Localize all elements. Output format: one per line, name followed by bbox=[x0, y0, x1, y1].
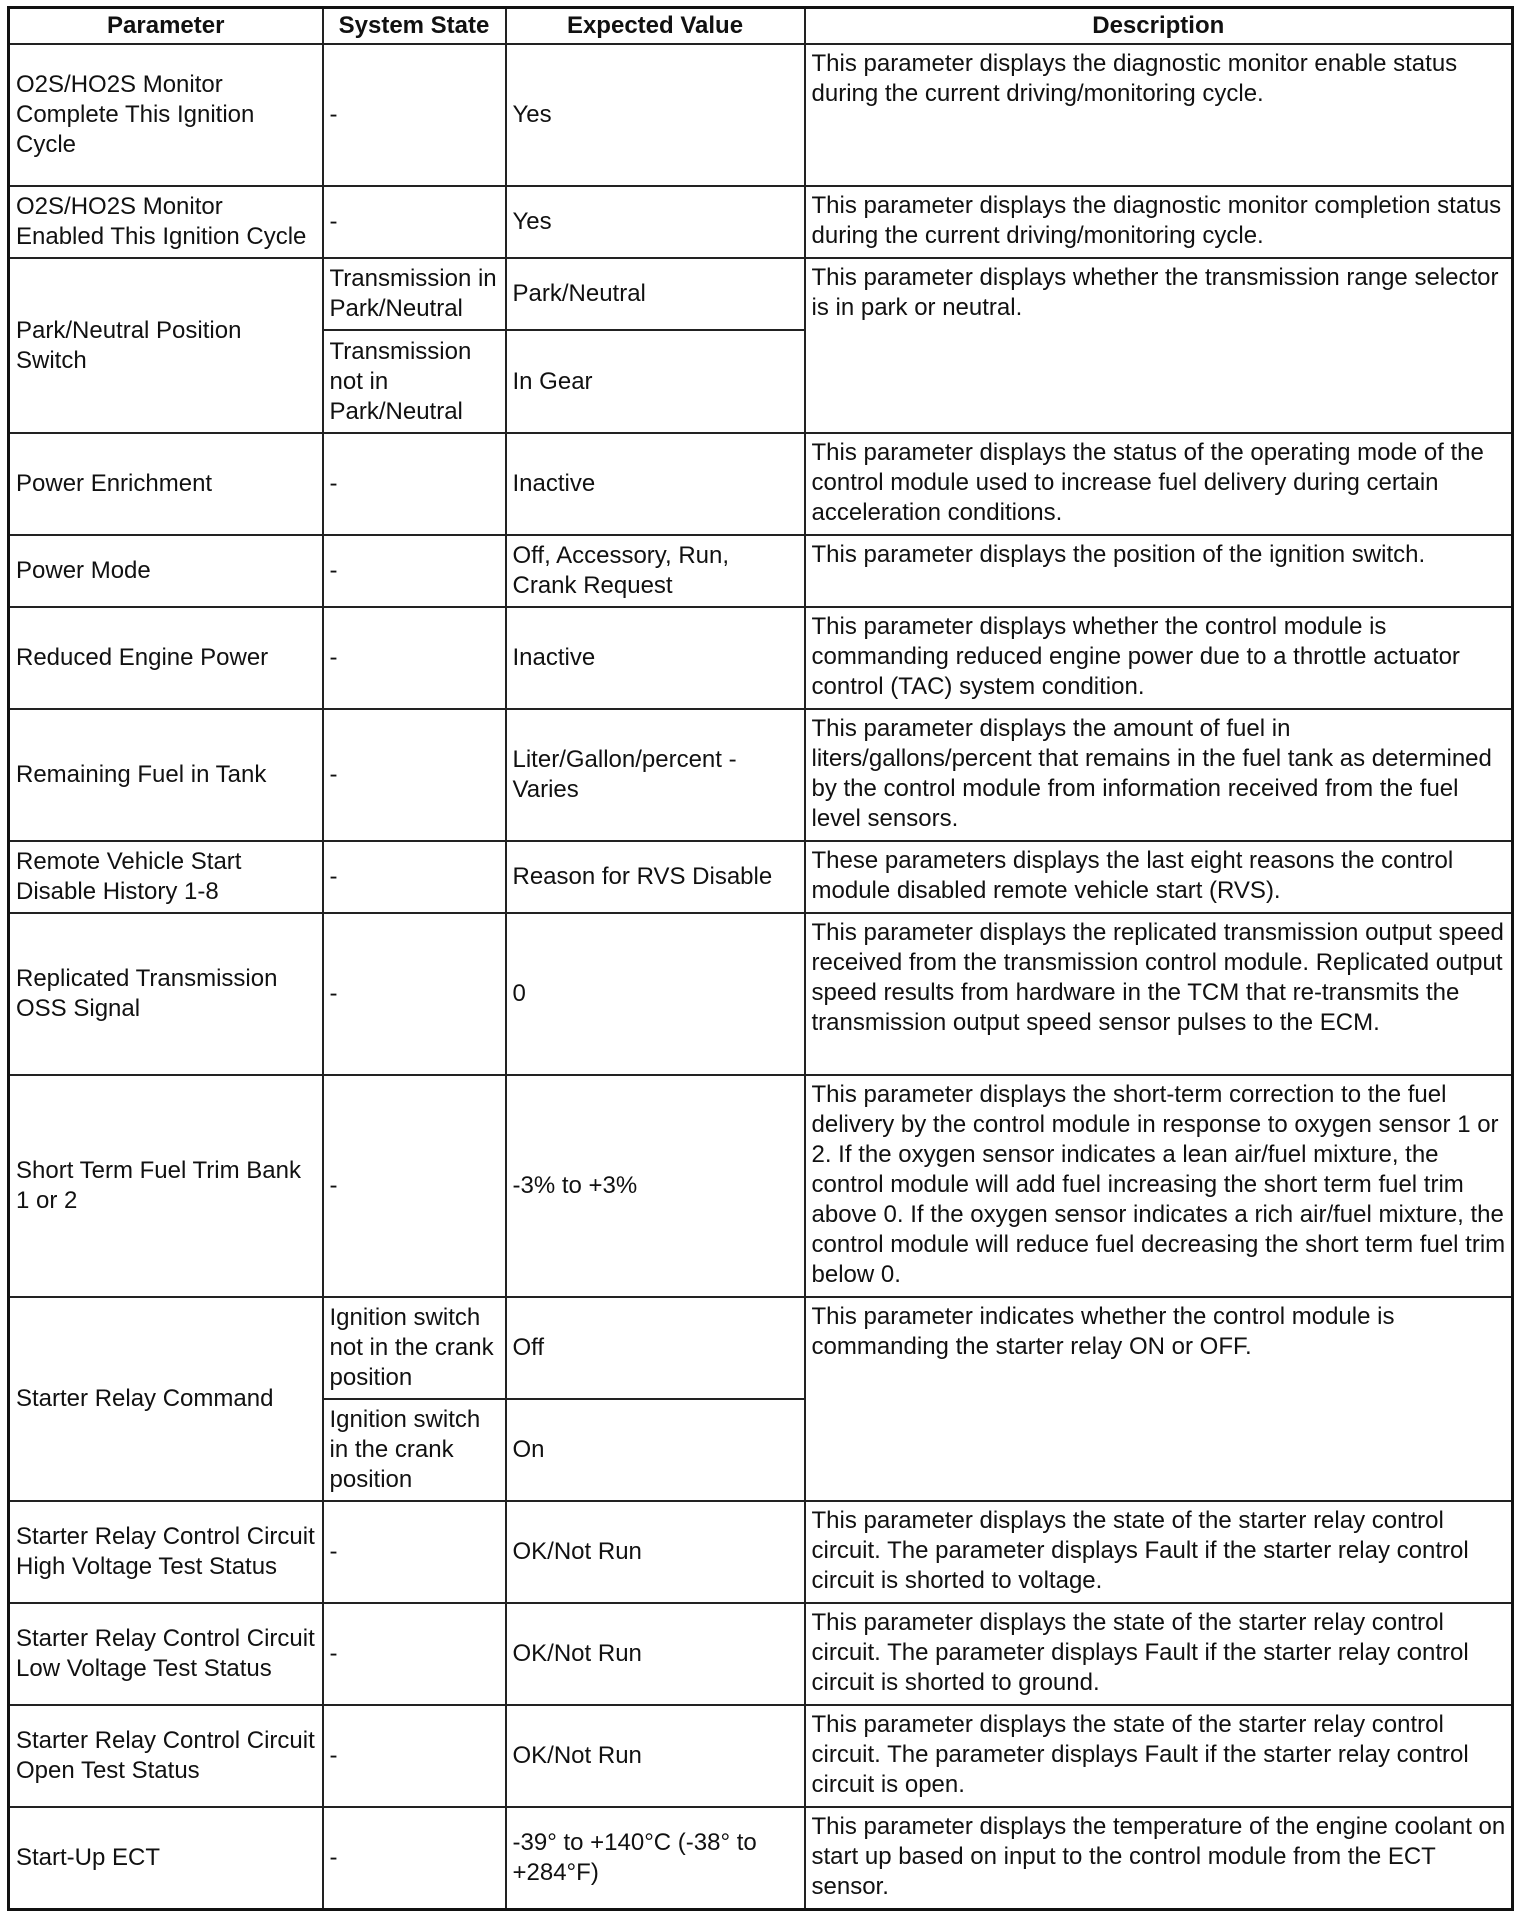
description-cell: These parameters displays the last eight reasons the control module disabled remote vehicle start (RVS). bbox=[805, 841, 1513, 913]
parameter-cell: Remaining Fuel in Tank bbox=[9, 709, 323, 841]
parameter-cell: O2S/HO2S Monitor Enabled This Ignition Cycle bbox=[9, 186, 323, 258]
table-row bbox=[9, 433, 1513, 535]
expected-value-cell: OK/Not Run bbox=[506, 1501, 805, 1603]
system-state-cell: Ignition switch not in the crank position bbox=[323, 1297, 506, 1399]
table-row bbox=[9, 258, 1513, 330]
table-row bbox=[9, 186, 1513, 258]
expected-value-cell: -39° to +140°C (-38° to +284°F) bbox=[506, 1807, 805, 1909]
system-state-cell: Ignition switch in the crank position bbox=[323, 1399, 506, 1501]
parameter-cell: Starter Relay Control Circuit Low Voltage Test Status bbox=[9, 1603, 323, 1705]
parameter-cell: Replicated Transmission OSS Signal bbox=[9, 913, 323, 1075]
system-state-cell: - bbox=[323, 1603, 506, 1705]
description-cell: This parameter displays the status of the operating mode of the control module used to increase fuel delivery during certain acceleration conditions. bbox=[805, 433, 1513, 535]
parameter-cell: Starter Relay Control Circuit Open Test Status bbox=[9, 1705, 323, 1807]
system-state-cell: - bbox=[323, 1075, 506, 1297]
system-state-cell: - bbox=[323, 44, 506, 186]
expected-value-cell: Reason for RVS Disable bbox=[506, 841, 805, 913]
system-state-cell: - bbox=[323, 1501, 506, 1603]
header-parameter: Parameter bbox=[9, 8, 323, 45]
description-cell: This parameter displays whether the control module is commanding reduced engine power due to a throttle actuator control (TAC) system condition. bbox=[805, 607, 1513, 709]
description-cell: This parameter displays the state of the starter relay control circuit. The parameter displays Fault if the starter relay control circuit is shorted to voltage. bbox=[805, 1501, 1513, 1603]
table-row bbox=[9, 1075, 1513, 1297]
description-cell: This parameter displays the diagnostic monitor completion status during the current driving/monitoring cycle. bbox=[805, 186, 1513, 258]
parameter-cell: Start-Up ECT bbox=[9, 1807, 323, 1909]
table-row bbox=[9, 709, 1513, 841]
system-state-cell: - bbox=[323, 433, 506, 535]
parameter-cell: Power Enrichment bbox=[9, 433, 323, 535]
description-cell: This parameter displays the state of the starter relay control circuit. The parameter displays Fault if the starter relay control circuit is shorted to ground. bbox=[805, 1603, 1513, 1705]
expected-value-cell: OK/Not Run bbox=[506, 1705, 805, 1807]
description-cell: This parameter displays the state of the starter relay control circuit. The parameter displays Fault if the starter relay control circuit is open. bbox=[805, 1705, 1513, 1807]
description-cell: This parameter displays the temperature of the engine coolant on start up based on input to the control module from the ECT sensor. bbox=[805, 1807, 1513, 1909]
expected-value-cell: Off, Accessory, Run, Crank Request bbox=[506, 535, 805, 607]
header-system-state: System State bbox=[323, 8, 506, 45]
expected-value-cell: Inactive bbox=[506, 607, 805, 709]
expected-value-cell: Off bbox=[506, 1297, 805, 1399]
parameter-cell: O2S/HO2S Monitor Complete This Ignition Cycle bbox=[9, 44, 323, 186]
system-state-cell: - bbox=[323, 709, 506, 841]
header-row bbox=[9, 8, 1513, 45]
expected-value-cell: Yes bbox=[506, 186, 805, 258]
table-row bbox=[9, 1603, 1513, 1705]
table-row bbox=[9, 913, 1513, 1075]
description-cell: This parameter displays the short-term correction to the fuel delivery by the control module in response to oxygen sensor 1 or 2. If the oxygen sensor indicates a lean air/fuel mixture, the control module will add fuel increasing the short term fuel trim above 0. If the oxygen sensor indicates a rich air/fuel mixture, the control module will reduce fuel decreasing the short term fuel trim below 0. bbox=[805, 1075, 1513, 1297]
system-state-cell: - bbox=[323, 607, 506, 709]
system-state-cell: Transmission in Park/Neutral bbox=[323, 258, 506, 330]
description-cell: This parameter displays whether the transmission range selector is in park or neutral. bbox=[805, 258, 1513, 433]
system-state-cell: - bbox=[323, 841, 506, 913]
table-row bbox=[9, 607, 1513, 709]
description-cell: This parameter indicates whether the control module is commanding the starter relay ON or OFF. bbox=[805, 1297, 1513, 1501]
table-row bbox=[9, 1807, 1513, 1909]
expected-value-cell: Yes bbox=[506, 44, 805, 186]
parameter-cell: Park/Neutral Position Switch bbox=[9, 258, 323, 433]
expected-value-cell: OK/Not Run bbox=[506, 1603, 805, 1705]
table-row bbox=[9, 1297, 1513, 1399]
header-expected-value: Expected Value bbox=[506, 8, 805, 45]
system-state-cell: - bbox=[323, 1705, 506, 1807]
header-description: Description bbox=[805, 8, 1513, 45]
expected-value-cell: On bbox=[506, 1399, 805, 1501]
expected-value-cell: 0 bbox=[506, 913, 805, 1075]
parameter-cell: Starter Relay Control Circuit High Voltage Test Status bbox=[9, 1501, 323, 1603]
parameter-cell: Power Mode bbox=[9, 535, 323, 607]
table-row bbox=[9, 44, 1513, 186]
description-cell: This parameter displays the position of the ignition switch. bbox=[805, 535, 1513, 607]
parameter-cell: Reduced Engine Power bbox=[9, 607, 323, 709]
table-row bbox=[9, 841, 1513, 913]
parameter-table bbox=[7, 6, 1514, 1911]
system-state-cell: - bbox=[323, 186, 506, 258]
expected-value-cell: -3% to +3% bbox=[506, 1075, 805, 1297]
parameter-cell: Starter Relay Command bbox=[9, 1297, 323, 1501]
description-cell: This parameter displays the diagnostic monitor enable status during the current driving/monitoring cycle. bbox=[805, 44, 1513, 186]
description-cell: This parameter displays the amount of fuel in liters/gallons/percent that remains in the fuel tank as determined by the control module from information received from the fuel level sensors. bbox=[805, 709, 1513, 841]
description-cell: This parameter displays the replicated transmission output speed received from the transmission control module. Replicated output speed results from hardware in the TCM that re-transmits the transmission output speed sensor pulses to the ECM. bbox=[805, 913, 1513, 1075]
expected-value-cell: Liter/Gallon/percent - Varies bbox=[506, 709, 805, 841]
table-row bbox=[9, 1705, 1513, 1807]
system-state-cell: - bbox=[323, 1807, 506, 1909]
system-state-cell: Transmission not in Park/Neutral bbox=[323, 330, 506, 433]
system-state-cell: - bbox=[323, 913, 506, 1075]
system-state-cell: - bbox=[323, 535, 506, 607]
parameter-cell: Short Term Fuel Trim Bank 1 or 2 bbox=[9, 1075, 323, 1297]
table-row bbox=[9, 1501, 1513, 1603]
parameter-cell: Remote Vehicle Start Disable History 1-8 bbox=[9, 841, 323, 913]
expected-value-cell: In Gear bbox=[506, 330, 805, 433]
table-row bbox=[9, 535, 1513, 607]
expected-value-cell: Park/Neutral bbox=[506, 258, 805, 330]
expected-value-cell: Inactive bbox=[506, 433, 805, 535]
